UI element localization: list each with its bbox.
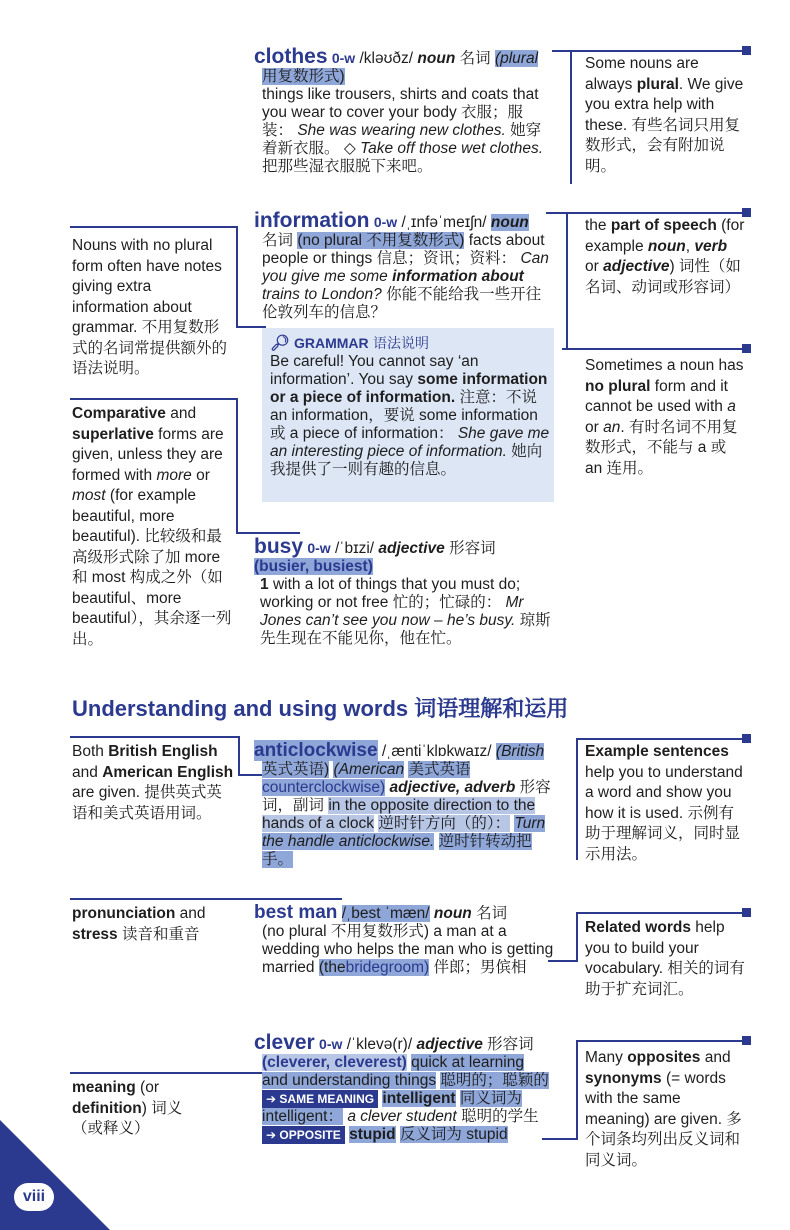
example-cn: 你能不能给我一些开往伦敦列车的信息？ (262, 286, 542, 321)
magnifier-icon: 🔎︎ (270, 335, 290, 352)
key-icon: 0-w (307, 540, 331, 556)
part-of-speech-cn: 形容词 (487, 1036, 534, 1053)
connector-line (236, 532, 300, 534)
annotation-text: help you to build your vocabulary. 相关的词有助于扩充词汇。 (585, 919, 745, 998)
definition: things like trousers, shirts and coats that you wear to cover your body (262, 86, 539, 121)
separator-icon: ◇ (343, 140, 356, 157)
opposite-tag (262, 1126, 345, 1144)
part-of-speech: noun (490, 214, 529, 231)
annotation-text: . 有时名词不用复数形式，不能与 a 或 an 连用。 (585, 418, 738, 477)
connector-line (546, 212, 746, 214)
annotation-text: (= words with the same meaning) are given. 多个词条均列出反义词和同义词。 (585, 1069, 742, 1169)
part-of-speech: adjective, adverb (389, 779, 516, 796)
grammar-bold: a piece of information. (289, 389, 456, 406)
connector-line (576, 912, 578, 962)
annotation-text: (for example (585, 217, 745, 255)
connector-marker (742, 1036, 751, 1045)
connector-line (576, 1040, 748, 1042)
annotation-text: Some nouns are always (585, 55, 699, 93)
annotation-text: ) 词性（如名词、动词或形容词） (585, 258, 741, 296)
grammar-text-cn: 注意：不说 an information，要说 some information 或 a piece of information： (270, 389, 538, 442)
definition: quick at learning and understanding things (262, 1054, 524, 1089)
variant-label-cn: 美式英语 (408, 761, 471, 778)
example: Mr Jones can’t see you now – he’s busy. (260, 594, 524, 629)
part-of-speech-cn: 名词 (459, 50, 491, 67)
annotation-text: (or (140, 1079, 159, 1096)
pronunciation: /ˌbest ˈmæn/ (341, 905, 430, 922)
definition-cn: 衣服；服装： (262, 104, 524, 139)
annotation-text: forms are given, unless they are formed with (72, 425, 224, 484)
annotation-italic: more (156, 466, 192, 484)
entry-information (254, 209, 554, 322)
connector-line (562, 348, 746, 350)
connector-line (552, 50, 748, 52)
connector-line (70, 736, 240, 738)
opposite-cn: 反义词为 stupid (399, 1126, 508, 1143)
variant-label: (British (495, 743, 545, 760)
example: Take off those wet clothes. (360, 140, 544, 157)
same-meaning-tag (262, 1090, 378, 1108)
entry-busy (254, 535, 554, 648)
key-icon: 0-w (319, 1036, 343, 1052)
headword: clever (254, 1031, 315, 1054)
synonym-word: intelligent (382, 1090, 456, 1107)
annotation-example-sentences (585, 742, 747, 865)
definition: a man at a wedding who helps the man who is getting married (262, 923, 554, 976)
annotation-related-words (585, 918, 747, 1000)
annotation-bold: superlative (72, 425, 154, 443)
grammar-title: GRAMMAR (294, 335, 369, 351)
part-of-speech: noun (417, 50, 456, 67)
annotation-bold: no plural (585, 377, 651, 395)
headword: clothes (254, 45, 328, 68)
annotation-british-american (72, 742, 234, 824)
related-label: (the (318, 959, 346, 976)
grammar-title-cn: 语法说明 (372, 335, 429, 351)
annotation-text: or (196, 466, 210, 484)
grammar-text: Be careful! You cannot say ‘an information’. You say (270, 353, 479, 388)
annotation-grammar-notes (72, 236, 232, 380)
annotation-comparative (72, 404, 234, 650)
annotation-bold: opposites (627, 1049, 701, 1066)
connector-line (236, 398, 238, 534)
pronunciation: /ˈklevə(r)/ (346, 1036, 413, 1053)
pronunciation: /ˌɪnfəˈmeɪʃn/ (401, 214, 487, 231)
definition-cn: 信息；资讯；资料： (376, 250, 517, 267)
pronunciation: /kləʊðz/ (359, 50, 414, 67)
grammar-example: She gave me an interesting piece of information. (270, 425, 550, 460)
annotation-bold: part of speech (610, 217, 717, 234)
annotation-text: ) 词义（或释义） (72, 1099, 183, 1137)
annotation-bold: plural (636, 75, 679, 93)
same-meaning-label: SAME MEANING (279, 1092, 375, 1106)
annotation-bold: meaning (72, 1079, 136, 1096)
entry-anticlockwise (254, 742, 554, 869)
example-cn: 逆时针转动把手。 (262, 833, 532, 868)
key-icon: 0-w (331, 50, 356, 66)
pronunciation: /ˌæntiˈklɒkwaɪz/ (381, 743, 492, 760)
annotation-text: . We give you extra help with these. 有些名词只用复数形式，会有附加说明。 (585, 75, 744, 175)
annotation-bold: Related words (585, 919, 691, 936)
connector-line (566, 212, 568, 348)
example-bold: information about (392, 268, 524, 285)
part-of-speech: noun (433, 905, 472, 922)
grammar-bold: or (270, 389, 286, 406)
arrow-icon: ➔ (266, 1092, 277, 1106)
annotation-text: and (72, 763, 98, 781)
opposite-word: stupid (349, 1126, 396, 1143)
part-of-speech-cn: 形容词 (449, 540, 496, 557)
annotation-pronunciation (72, 904, 242, 945)
pronunciation: /ˈbɪzi/ (334, 540, 375, 557)
page-number: viii (14, 1183, 54, 1211)
grammar-label: (no plural 不用复数形式) (262, 923, 430, 940)
comparative-forms: (cleverer, cleverest) (262, 1054, 407, 1071)
example: a clever student (347, 1108, 457, 1125)
annotation-text: Both (72, 743, 104, 760)
sense-number: 1 (260, 576, 269, 593)
arrow-icon: ➔ (266, 1128, 277, 1142)
annotation-bold-italic: adjective (603, 258, 670, 275)
annotation-bold: definition (72, 1099, 142, 1117)
annotation-bold: American English (102, 763, 234, 781)
annotation-text: and (179, 905, 206, 922)
annotation-part-of-speech: the part of speech (for example noun, verb or adjective) 词性（如名词、动词或形容词） (585, 217, 745, 296)
part-of-speech: adjective (378, 540, 445, 557)
annotation-italic: most (72, 487, 106, 504)
variant-label-cn: 英式英语) (262, 761, 330, 778)
annotation-text: 读音和重音 (122, 925, 200, 943)
headword: information (254, 209, 370, 232)
annotation-text: and (704, 1049, 731, 1066)
definition-cn: 聪明的；聪颖的 (440, 1072, 549, 1089)
example-cn: 琼斯先生现在不能见你，他在忙。 (260, 612, 551, 647)
part-of-speech: adjective (416, 1036, 483, 1053)
connector-marker (742, 908, 751, 917)
example-cn: 她穿着新衣服。 (262, 122, 542, 157)
annotation-bold-italic: verb (694, 237, 728, 255)
example: She was wearing new clothes. (297, 122, 506, 139)
definition: facts about people or things (262, 232, 545, 267)
annotation-bold-italic: noun (647, 237, 686, 255)
annotation-text: and (170, 405, 197, 422)
connector-line (236, 226, 238, 328)
connector-line (70, 898, 342, 900)
example: Turn the handle anticlockwise. (262, 815, 546, 850)
connector-line (70, 1072, 262, 1074)
definition: with a lot of things that you must do; working or not free (260, 576, 521, 611)
annotation-text: Sometimes a noun has (585, 357, 744, 374)
annotation-text: Nouns with no plural form often have notes giving extra information about grammar. 不用复数形式的名词常提供额外的语法说明。 (72, 237, 228, 377)
annotation-text: or (585, 418, 599, 436)
annotation-text: are given. 提供英式英语和美式英语用词。 (72, 784, 222, 822)
definition: in the opposite direction to the hands of a clock (262, 797, 536, 832)
example: Can you give me some (262, 250, 549, 285)
annotation-italic: an (603, 418, 621, 436)
headword: busy (254, 535, 304, 558)
connector-line (576, 738, 748, 740)
connector-line (238, 736, 240, 776)
grammar-example-cn: 她向我提供了一则有趣的信息。 (270, 443, 543, 478)
headword: anticlockwise (254, 740, 378, 761)
annotation-no-plural (585, 356, 747, 479)
variant-label: (American (333, 761, 405, 778)
connector-line (576, 1040, 578, 1140)
connector-line (576, 912, 748, 914)
definition-cn: 逆时针方向（的）： (378, 815, 511, 832)
annotation-text: or (585, 258, 599, 275)
annotation-italic: a (727, 398, 736, 415)
annotation-bold: synonyms (585, 1069, 662, 1087)
annotation-bold: British English (108, 743, 218, 760)
part-of-speech-cn: 形容词，副词 (262, 779, 551, 814)
annotation-text: (for example beautiful, more beautiful). 比较级和最高级形式除了加 more 和 most 构成之外（如 beautiful、more beautiful），其余逐一列出。 (72, 487, 232, 648)
annotation-bold: stress (72, 925, 118, 943)
entry-clever (254, 1031, 554, 1144)
part-of-speech-cn: 名词 (262, 232, 294, 249)
annotation-bold: Comparative (72, 405, 166, 422)
entry-clothes (254, 45, 554, 176)
example-cn: 聪明的学生 (461, 1108, 539, 1125)
annotation-opposites (585, 1048, 747, 1171)
connector-line (576, 738, 578, 860)
page-corner (0, 1120, 110, 1230)
example-cn: 把那些湿衣服脱下来吧。 (262, 158, 433, 175)
synonym-cn: 同义词为 intelligent： (262, 1090, 522, 1125)
example: trains to London? (262, 286, 382, 303)
connector-line (70, 398, 238, 400)
headword: best man (254, 902, 338, 923)
connector-line (570, 50, 572, 184)
grammar-label: (plural (494, 50, 539, 67)
definition-cn: 伴郎；男傧相 (433, 959, 527, 976)
comparative-forms: (busier, busiest) (254, 558, 373, 575)
annotation-text: Many (585, 1049, 623, 1066)
annotation-bold: Example sentences (585, 743, 729, 760)
definition-cn: 忙的；忙碌的： (392, 594, 502, 611)
related-word: bridegroom) (345, 959, 430, 976)
entry-best-man (254, 904, 554, 977)
variant-word: counterclockwise) (262, 779, 386, 796)
annotation-text: form and it cannot be used with (585, 377, 728, 415)
key-icon: 0-w (373, 214, 398, 230)
connector-marker (742, 344, 751, 353)
annotation-plural-nouns (585, 54, 745, 177)
grammar-label-cn: 用复数形式) (262, 68, 345, 85)
opposite-label: OPPOSITE (279, 1128, 341, 1142)
annotation-bold: pronunciation (72, 905, 176, 922)
annotation-text: the (585, 217, 607, 234)
grammar-note (270, 334, 550, 479)
section-title: Understanding and using words 词语理解和运用 (72, 696, 569, 721)
annotation-text: help you to understand a word and show you how it is used. 示例有助于理解词义，同时显示用法。 (585, 763, 743, 863)
grammar-bold: some information (417, 371, 548, 388)
part-of-speech-cn: 名词 (476, 905, 508, 922)
grammar-label: (no plural 不用复数形式) (297, 232, 465, 249)
connector-line (70, 226, 238, 228)
